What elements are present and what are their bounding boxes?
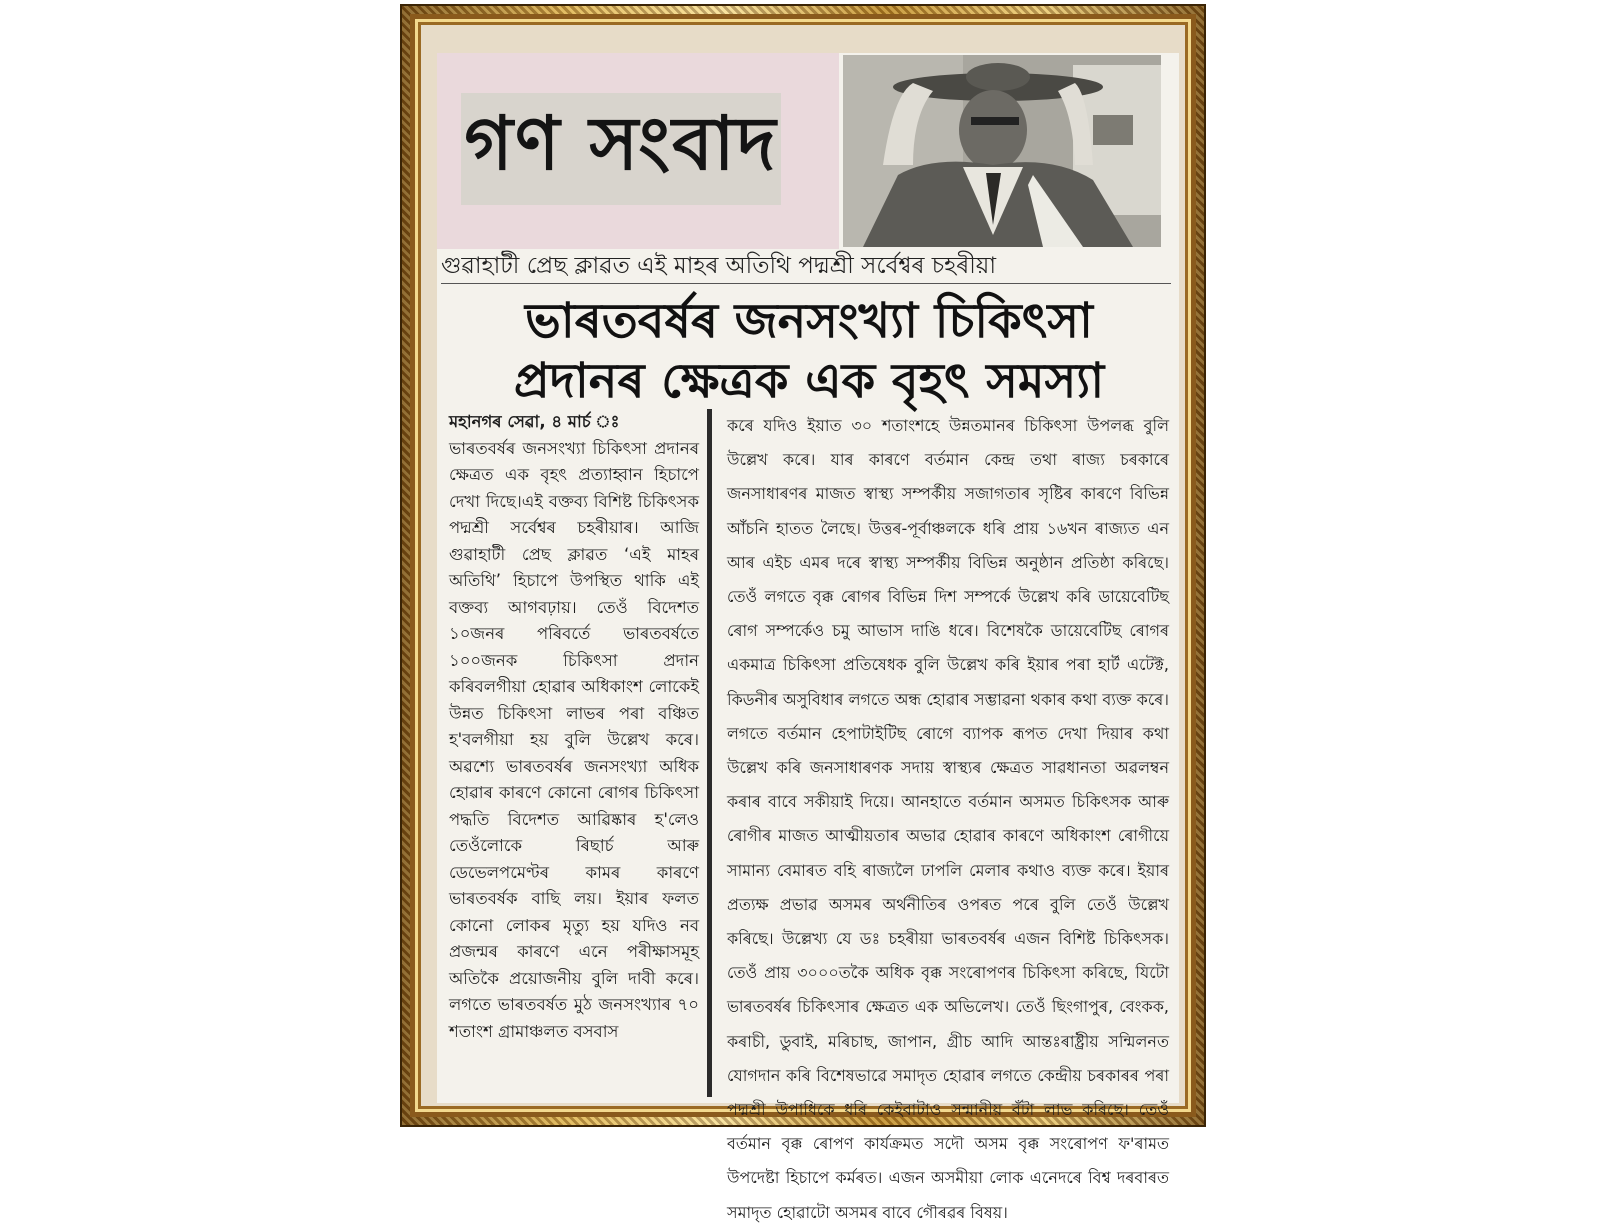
masthead-panel	[437, 53, 839, 249]
kicker-line: গুৱাহাটী প্ৰেছ ক্লাৱত এই মাহৰ অতিথি পদ্মশ্ৰী সৰ্বেশ্বৰ চহৰীয়া	[441, 249, 1171, 284]
headline-line-1: ভাৰতবৰ্ষৰ জনসংখ্যা চিকিৎসা	[525, 293, 1093, 349]
newspaper-masthead: গণ সংবাদ	[461, 93, 781, 205]
ornate-frame	[400, 4, 1206, 1222]
dateline: মহানগৰ সেৱা, ৪ মাৰ্চ ঃ	[449, 412, 620, 431]
headline-line-2: প্ৰদানৰ ক্ষেত্ৰক এক বৃহৎ সমস্যা	[513, 353, 1105, 409]
column-divider	[707, 409, 712, 1097]
article-right-text: কৰে যদিও ইয়াত ৩০ শতাংশহে উন্নতমানৰ চিকিৎসা উপলব্ধ বুলি উল্লেখ কৰে। যাৰ কাৰণে বৰ্তমান কেন্দ্ৰ তথা ৰাজ্য চৰকাৰে জনসাধাৰণৰ মাজত স্বাস্থ্য সম্পৰ্কীয় সজাগতাৰ সৃষ্টিৰ কাৰণে বিভিন্ন আঁচনি হাতত লৈছে। উত্তৰ-পূৰ্বাঞ্চলকে ধৰি প্ৰায় ১৬খন ৰাজ্যত এন আৰ এইচ এমৰ দৰে স্বাস্থ্য সম্পৰ্কীয় বিভিন্ন অনুষ্ঠান প্ৰতিষ্ঠা কৰিছে। তেওঁ লগতে বৃক্ক ৰোগৰ বিভিন্ন দিশ সম্পৰ্কে উল্লেখ কৰি ডায়েবেটিছ ৰোগ সম্পৰ্কেও চমু আভাস দাঙি ধৰে। বিশেষকৈ ডায়েবেটিছ ৰোগৰ একমাত্ৰ চিকিৎসা প্ৰতিষেধক বুলি উল্লেখ কৰি ইয়াৰ পৰা হাৰ্ট এটেক্ট, কিডনীৰ অসুবিধাৰ লগতে অন্ধ হোৱাৰ সম্ভাৱনা থকাৰ কথা ব্যক্ত কৰে। লগতে বৰ্তমান হেপাটাইটিছ ৰোগে ব্যাপক ৰূপত দেখা দিয়াৰ কথা উল্লেখ কৰি জনসাধাৰণক সদায় স্বাস্থ্যৰ ক্ষেত্ৰত সাৱধানতা অৱলম্বন কৰাৰ বাবে সকীয়াই দিয়ে। আনহাতে বৰ্তমান অসমত চিকিৎসক আৰু ৰোগীৰ মাজত আত্মীয়তাৰ অভাৱ হোৱাৰ কাৰণে অধিকাংশ ৰোগীয়ে সামান্য বেমাৰত বহি ৰাজ্যলৈ ঢাপলি মেলাৰ কথাও ব্যক্ত কৰে। ইয়াৰ প্ৰত্যক্ষ প্ৰভাৱ অসমৰ অৰ্থনীতিৰ ওপৰত পৰে বুলি তেওঁ উল্লেখ কৰিছে। উল্লেখ্য যে ডঃ চহৰীয়া ভাৰতবৰ্ষৰ এজন বিশিষ্ট চিকিৎসক। তেওঁ প্ৰায় ৩০০০তকৈ অধিক বৃক্ক সংৰোপণৰ চিকিৎসা কৰিছে, যিটো ভাৰতবৰ্ষৰ চিকিৎসাৰ ক্ষেত্ৰত এক অভিলেখ। তেওঁ ছিংগাপুৰ, বেংকক, কৰাচী, ডুবাই, মৰিচাছ, জাপান, গ্ৰীচ আদি আন্তঃৰাষ্ট্ৰীয় সন্মিলনত যোগদান কৰি বিশেষভাৱে সমাদৃত হোৱাৰ লগতে কেন্দ্ৰীয় চৰকাৰৰ পৰা পদ্মশ্ৰী উপাধিকে ধৰি কেইবাটাও সন্মানীয় বঁটা লাভ কৰিছে। তেওঁ বৰ্তমান বৃক্ক ৰোপণ কাৰ্যক্ৰমত সদৌ অসম বৃক্ক সংৰোপণ ফ'ৰামত উপদেষ্টা হিচাপে কৰ্মৰত। এজন অসমীয়া লোক এনেদৰে বিশ্ব দৰবাৰত সমাদৃত হোৱাটো অসমৰ বাবে গৌৰৱৰ বিষয়।	[727, 416, 1169, 1222]
news-photo	[843, 55, 1161, 247]
article-left-text: ভাৰতবৰ্ষৰ জনসংখ্যা চিকিৎসা প্ৰদানৰ ক্ষেত্ৰত এক বৃহৎ প্ৰত্যাহ্বান হিচাপে দেখা দিছে।এই বক্তব্য বিশিষ্ট চিকিৎসক পদ্মশ্ৰী সৰ্বেশ্বৰ চহৰীয়াৰ। আজি গুৱাহাটী প্ৰেছ ক্লাৱত ‘এই মাহৰ অতিথি’ হিচাপে উপস্থিত থাকি এই বক্তব্য আগবঢ়ায়। তেওঁ বিদেশত ১০জনৰ পৰিবৰ্তে ভাৰতবৰ্ষতে ১০০জনক চিকিৎসা প্ৰদান কৰিবলগীয়া হোৱাৰ অধিকাংশ লোকেই উন্নত চিকিৎসা লাভৰ পৰা বঞ্চিত হ'বলগীয়া হয় বুলি উল্লেখ কৰে। অৱশ্যে ভাৰতবৰ্ষৰ জনসংখ্যা অধিক হোৱাৰ কাৰণে কোনো ৰোগৰ চিকিৎসা পদ্ধতি বিদেশত আৱিষ্কাৰ হ'লেও তেওঁলোকে ৰিছাৰ্চ আৰু ডেভেলপমেণ্টৰ কামৰ কাৰণে ভাৰতবৰ্ষক বাছি লয়। ইয়াৰ ফলত কোনো লোকৰ মৃত্যু হয় যদিও নব প্ৰজন্মৰ কাৰণে এনে পৰীক্ষাসমূহ অতিকৈ প্ৰয়োজনীয় বুলি দাবী কৰে। লগতে ভাৰতবৰ্ষত মুঠ জনসংখ্যাৰ ৭০ শতাংশ গ্ৰামাঞ্চলত বসবাস	[449, 438, 699, 1041]
man-with-hat-photo	[843, 55, 1161, 247]
article-column-right	[727, 409, 1169, 1222]
frame-mat	[410, 14, 1196, 1222]
newspaper-clipping	[437, 53, 1179, 1222]
headline	[445, 291, 1173, 411]
article-column-left	[449, 409, 699, 1089]
